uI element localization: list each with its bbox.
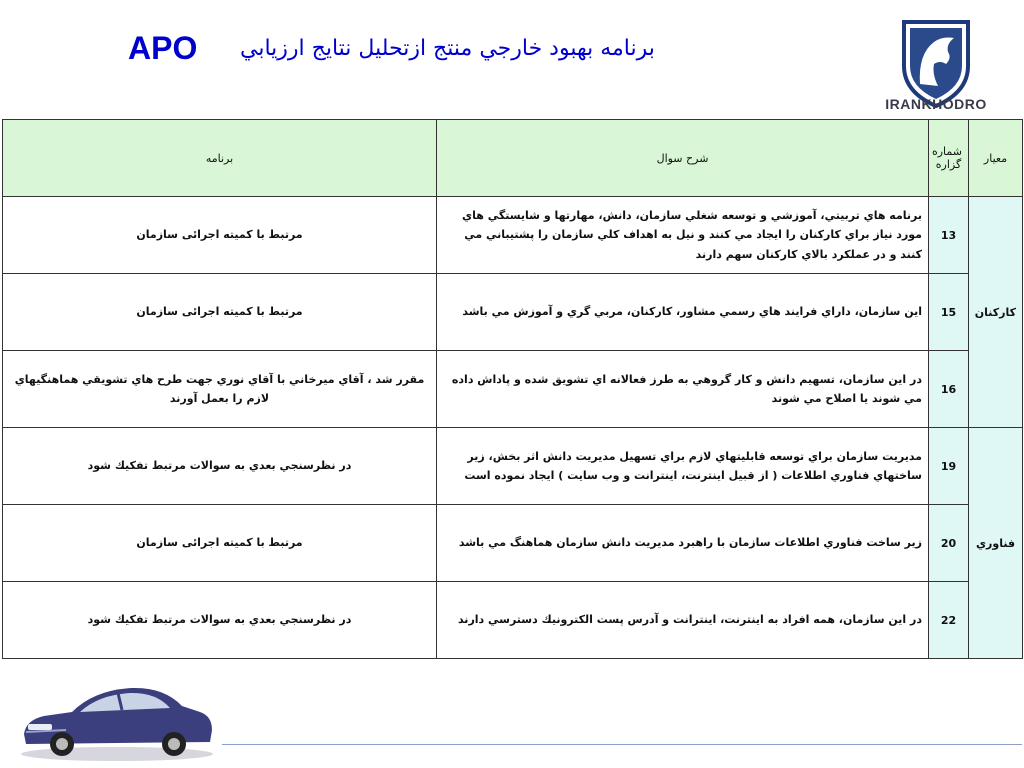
- table-row: [3, 197, 1023, 274]
- question-cell: در اين سازمان، تسهيم دانش و كار گروهي به طرز فعالانه اي تشويق شده و پاداش داده مي شوند يا اصلاح مي شوند: [437, 351, 929, 428]
- table-row: [3, 351, 1023, 428]
- evaluation-table: [2, 119, 1023, 659]
- program-cell: مرتبط با کمیته اجرائی سازمان: [3, 274, 437, 351]
- table-row: [3, 505, 1023, 582]
- program-cell: مقرر شد ، آقاي ميرخاني با آقاي نوري جهت طرح هاي تشويقي هماهنگيهاي لازم را بعمل آورند: [3, 351, 437, 428]
- table-row: [3, 274, 1023, 351]
- report-number-cell: 13: [929, 197, 969, 274]
- report-number-cell: 16: [929, 351, 969, 428]
- program-cell: در نظرسنجي بعدي به سوالات مرتبط تفكيك شود: [3, 582, 437, 659]
- question-cell: زير ساخت فناوري اطلاعات سازمان با راهبرد مديريت دانش سازمان هماهنگ مي باشد: [437, 505, 929, 582]
- question-cell: در اين سازمان، همه افراد به اينترنت، اينترانت و آدرس پست الكترونيك دسترسي دارند: [437, 582, 929, 659]
- criterion-cell: فناوري: [969, 428, 1023, 659]
- question-cell: اين سازمان، داراي فرايند هاي رسمي مشاور، كاركنان، مربي گري و آموزش مي باشد: [437, 274, 929, 351]
- header-report-number: شماره گزاره: [929, 120, 969, 197]
- question-cell: مديريت سازمان براي توسعه قابليتهاي لازم براي تسهيل مديريت دانش اثر بخش، زير ساختهاي فناوري اطلاعات ( از قبيل اينترنت، اينترانت و وب سايت ) ايجاد نموده است: [437, 428, 929, 505]
- program-cell: در نظرسنجي بعدي به سوالات مرتبط تفكيك شود: [3, 428, 437, 505]
- table-row: [3, 428, 1023, 505]
- car-image-icon: [14, 668, 220, 764]
- table-row: [3, 582, 1023, 659]
- footer-divider: [222, 744, 1022, 745]
- header-program: برنامه: [3, 120, 437, 197]
- program-cell: مرتبط با کمیته اجرائی سازمان: [3, 505, 437, 582]
- header-criterion: معيار: [969, 120, 1023, 197]
- header-question: شرح سوال: [437, 120, 929, 197]
- program-cell: مرتبط با کمیته اجرائی سازمان: [3, 197, 437, 274]
- report-number-cell: 19: [929, 428, 969, 505]
- logo-wordmark: IRANKHODRO: [885, 96, 987, 112]
- criterion-cell: كاركنان: [969, 197, 1023, 428]
- report-number-cell: 20: [929, 505, 969, 582]
- report-number-cell: 15: [929, 274, 969, 351]
- page-title: برنامه بهبود خارجي منتج ازتحليل نتايج ارزيابي: [240, 36, 655, 61]
- table-header-row: [3, 120, 1023, 197]
- report-number-cell: 22: [929, 582, 969, 659]
- question-cell: برنامه هاي تربيتي، آموزشي و توسعه شغلي سازمان، دانش، مهارتها و شايستگي هاي مورد نياز براي كاركنان را ايجاد مي كنند و نيل به اهداف كلي سازمان را پشتيباني مي كنند و در عملكرد بالاي كاركنان سهم دارند: [437, 197, 929, 274]
- apo-label: APO: [128, 30, 198, 66]
